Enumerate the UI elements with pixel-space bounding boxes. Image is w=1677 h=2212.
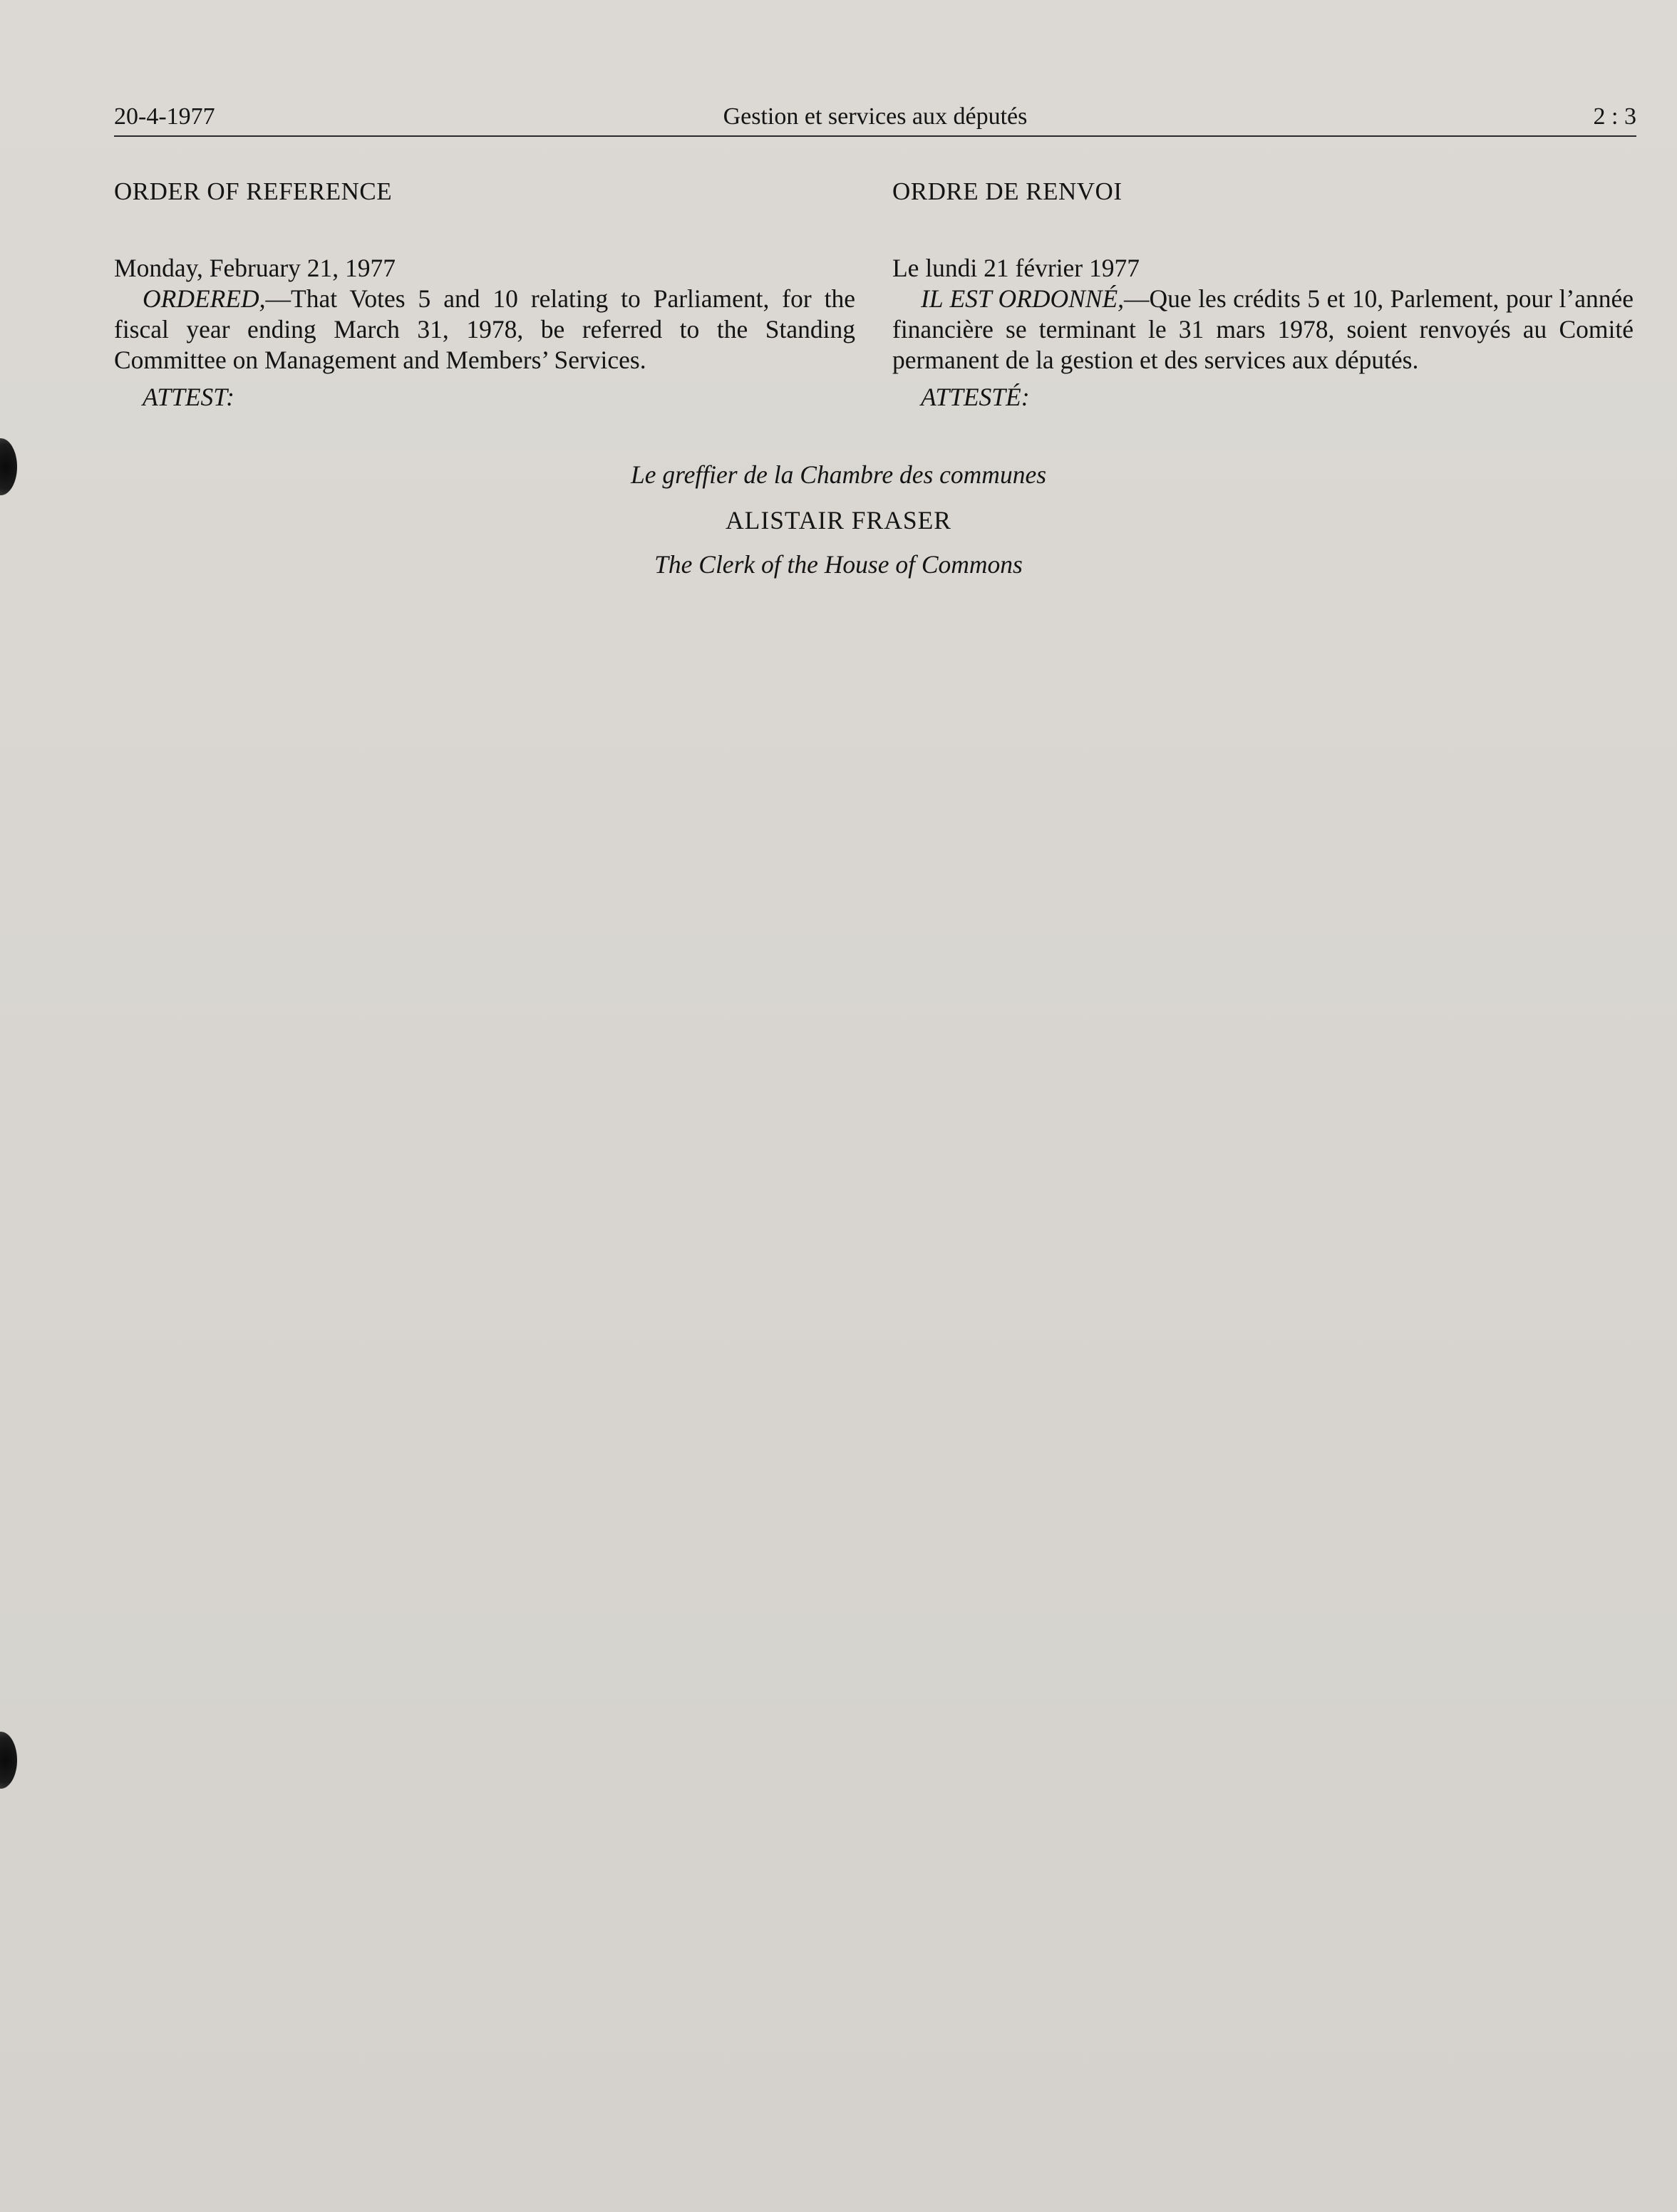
- french-date: Le lundi 21 février 1977: [892, 254, 1140, 282]
- french-order-paragraph: [892, 284, 1634, 376]
- header-rule: [114, 135, 1636, 137]
- french-ordered-lead: IL EST ORDONNÉ,: [921, 284, 1125, 313]
- french-column: [892, 175, 1634, 414]
- english-attest: ATTEST:: [143, 383, 234, 411]
- binder-hole: [0, 1732, 17, 1789]
- signature-name: ALISTAIR FRASER: [726, 506, 951, 534]
- french-ordered-text: —Que les crédits 5 et 10, Parlement, pour l’année financière se terminant le 31 mars 1978, soient renvoyés au Comité permanent de la gestion et des services aux députés.: [892, 284, 1634, 374]
- header-date: 20-4-1977: [114, 103, 215, 130]
- french-attest: ATTESTÉ:: [921, 383, 1030, 411]
- english-date: Monday, February 21, 1977: [114, 254, 396, 282]
- english-ordered-text: —That Votes 5 and 10 relating to Parliament, for the fiscal year ending March 31, 1978, be referred to the Standing Committee on Management and Members’ Services.: [114, 284, 855, 374]
- english-column: [114, 175, 855, 414]
- english-order-paragraph: [114, 284, 855, 376]
- signature-french-title: Le greffier de la Chambre des communes: [630, 460, 1047, 489]
- french-heading: ORDRE DE RENVOI: [892, 177, 1123, 205]
- page-header: [114, 101, 1636, 137]
- signature-english-title: The Clerk of the House of Commons: [654, 550, 1023, 579]
- header-page-number: 2 : 3: [1593, 103, 1636, 130]
- header-title: Gestion et services aux députés: [723, 103, 1028, 130]
- english-heading: ORDER OF REFERENCE: [114, 177, 393, 205]
- english-ordered-lead: ORDERED,: [143, 284, 266, 313]
- signature-block: [0, 459, 1677, 580]
